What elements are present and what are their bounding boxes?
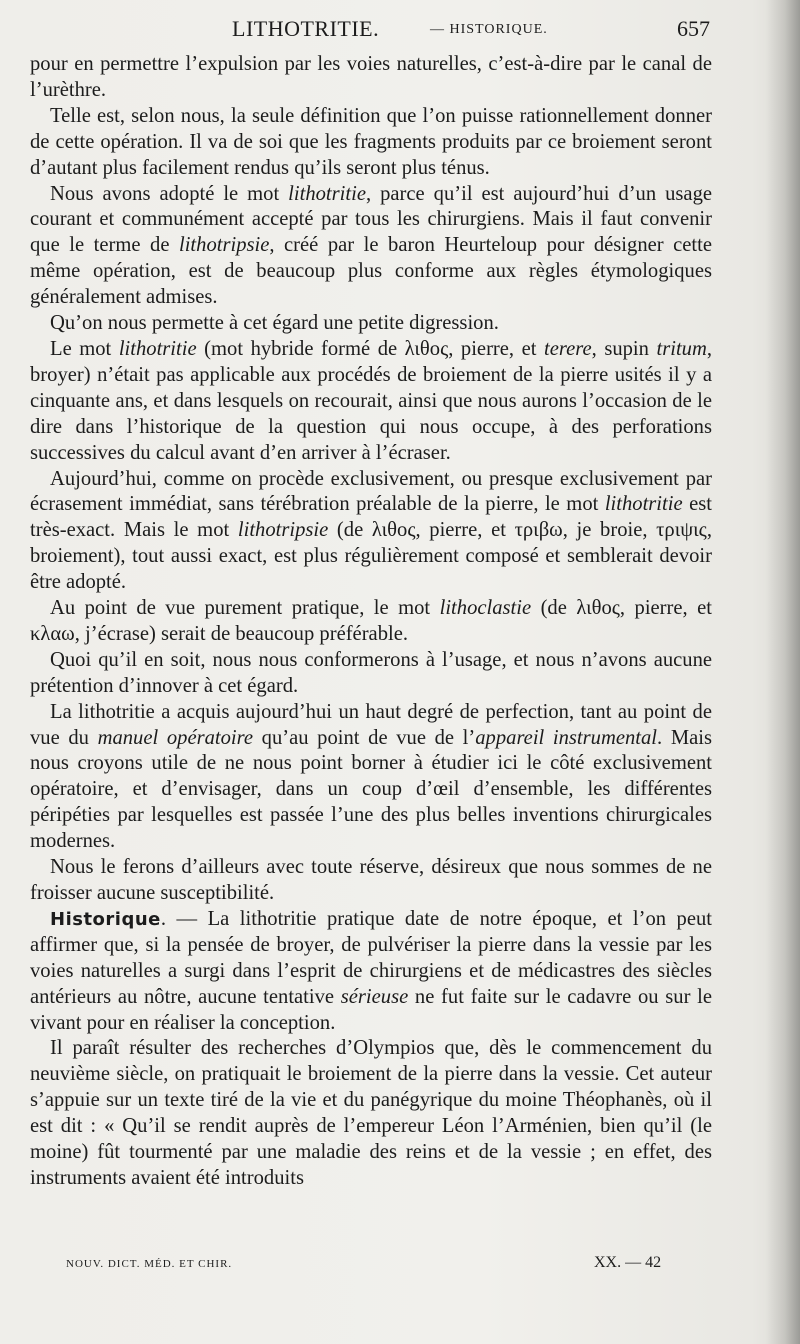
- page-number: 657: [677, 16, 710, 41]
- text-run: (de λιθος, pierre, et κλαω, j’écrase) serait de beaucoup préférable.: [30, 597, 713, 645]
- paragraph: [30, 700, 712, 855]
- text-run: (mot hybride formé de λιθος, pierre, et: [196, 337, 544, 360]
- text-run: (de λιθος, pierre, et τριβω, je broie, τριψις, broiement), tout aussi exact, est plus régulièrement composé et semblerait devoir être adopté.: [30, 519, 712, 594]
- text-run: , broyer) n’était pas applicable aux procédés de broiement de la pierre usités il y a cinquante ans, et dans lesquels on recourait, ainsi que nous aurons l’occasion de le dire dans l’historique de la question qui nous occupe, à des perforations successives du calcul avant d’en arriver à l’écraser.: [30, 337, 712, 464]
- running-header: [30, 14, 710, 46]
- paragraph: [30, 337, 712, 467]
- header-subtitle: — HISTORIQUE.: [430, 22, 548, 37]
- paragraph: [30, 182, 712, 312]
- paragraph: [30, 52, 712, 104]
- paragraph: [30, 855, 712, 907]
- page-gutter-shadow: [766, 0, 800, 1344]
- italic-term: lithotripsie: [237, 519, 329, 542]
- text-run: est très-exact. Mais le mot: [30, 493, 712, 542]
- paragraph: [30, 1036, 712, 1191]
- text-run: Il paraît résulter des recherches d’Olympios que, dès le commencement du neuvième siècle, on pratiquait le broiement de la pierre dans la vessie. Cet auteur s’appuie sur un texte tiré de la vie et du panégyrique du moine Théophanès, où il est dit : « Qu’il se rendit auprès de l’empereur Léon l’Arménien, bien qu’il (le moine) fût tourmenté par une maladie des reins et de la vessie ; en effet, des instruments avaient été introduits: [30, 1037, 712, 1189]
- footer-source: NOUV. DICT. MÉD. ET CHIR.: [66, 1258, 233, 1270]
- text-run: , supin: [591, 337, 657, 360]
- text-run: La lithotritie a acquis aujourd’hui un haut degré de perfection, tant au point de vue du: [30, 700, 712, 749]
- italic-term: lithotritie: [288, 182, 366, 205]
- header-title: LITHOTRITIE.: [232, 16, 380, 41]
- text-run: , parce qu’il est aujourd’hui d’un usage courant et communément accepté par tous les chirurgiens. Mais il faut convenir que le terme de: [30, 182, 713, 257]
- text-run: qu’au point de vue de l’: [253, 726, 476, 749]
- italic-term: terere: [544, 337, 592, 360]
- text-run: Quoi qu’il en soit, nous nous conformerons à l’usage, et nous n’avons aucune prétention d’innover à cet égard.: [30, 648, 712, 697]
- body-text: [30, 52, 712, 1192]
- italic-term: manuel opératoire: [97, 726, 254, 749]
- paragraph: [30, 648, 712, 700]
- italic-term: sérieuse: [340, 985, 409, 1008]
- paragraph: [30, 596, 712, 648]
- text-run: pour en permettre l’expulsion par les voies naturelles, c’est-à-dire par le canal de l’urèthre.: [30, 53, 712, 101]
- text-run: Nous le ferons d’ailleurs avec toute réserve, désireux que nous sommes de ne froisser aucune susceptibilité.: [30, 856, 712, 904]
- text-run: Aujourd’hui, comme on procède exclusivement, ou presque exclusivement par écrasement immédiat, sans térébration préalable de la pierre, le mot: [30, 467, 712, 516]
- text-run: ne fut faite sur le cadavre ou sur le vivant pour en réaliser la conception.: [30, 985, 712, 1034]
- text-run: . — La lithotritie pratique date de notre époque, et l’on peut affirmer que, si la pensée de broyer, de pulvériser la pierre dans la vessie par les voies naturelles a surgi dans l’esprit de chirurgiens et de médicastres des siècles antérieurs au nôtre, aucune tentative: [30, 907, 712, 1008]
- italic-term: lithoclastie: [439, 597, 532, 620]
- text-run: , créé par le baron Heurteloup pour désigner cette même opération, est de beaucoup plus conforme aux règles étymologiques généralement admises.: [30, 234, 712, 309]
- paragraph: [30, 104, 712, 182]
- paragraph: [30, 907, 712, 1037]
- paragraph: [30, 311, 712, 337]
- text-run: Le mot: [50, 337, 119, 360]
- italic-term: appareil instrumental: [475, 726, 658, 749]
- text-run: . Mais nous croyons utile de ne nous point borner à étudier ici le côté exclusivement opératoire, et d’envisager, dans un coup d’œil d’ensemble, les différentes péripéties par lesquelles est passée l’une des plus belles inventions chirurgicales modernes.: [30, 726, 712, 853]
- paragraph: [30, 467, 712, 597]
- italic-term: lithotritie: [604, 493, 683, 516]
- italic-term: lithotritie: [118, 337, 197, 360]
- text-run: Nous avons adopté le mot: [50, 182, 289, 205]
- italic-term: lithotripsie: [178, 234, 270, 257]
- page-footer: [66, 1254, 666, 1276]
- text-run: Au point de vue purement pratique, le mot: [50, 597, 440, 620]
- section-heading: Historique: [50, 908, 161, 930]
- footer-volume: XX. — 42: [594, 1254, 662, 1271]
- italic-term: tritum: [656, 337, 707, 360]
- text-run: Telle est, selon nous, la seule définition que l’on puisse rationnellement donner de cette opération. Il va de soi que les fragments produits par ce broiement seront d’autant plus facilement rendus qu’ils seront plus ténus.: [30, 104, 712, 179]
- text-run: Qu’on nous permette à cet égard une petite digression.: [50, 312, 499, 335]
